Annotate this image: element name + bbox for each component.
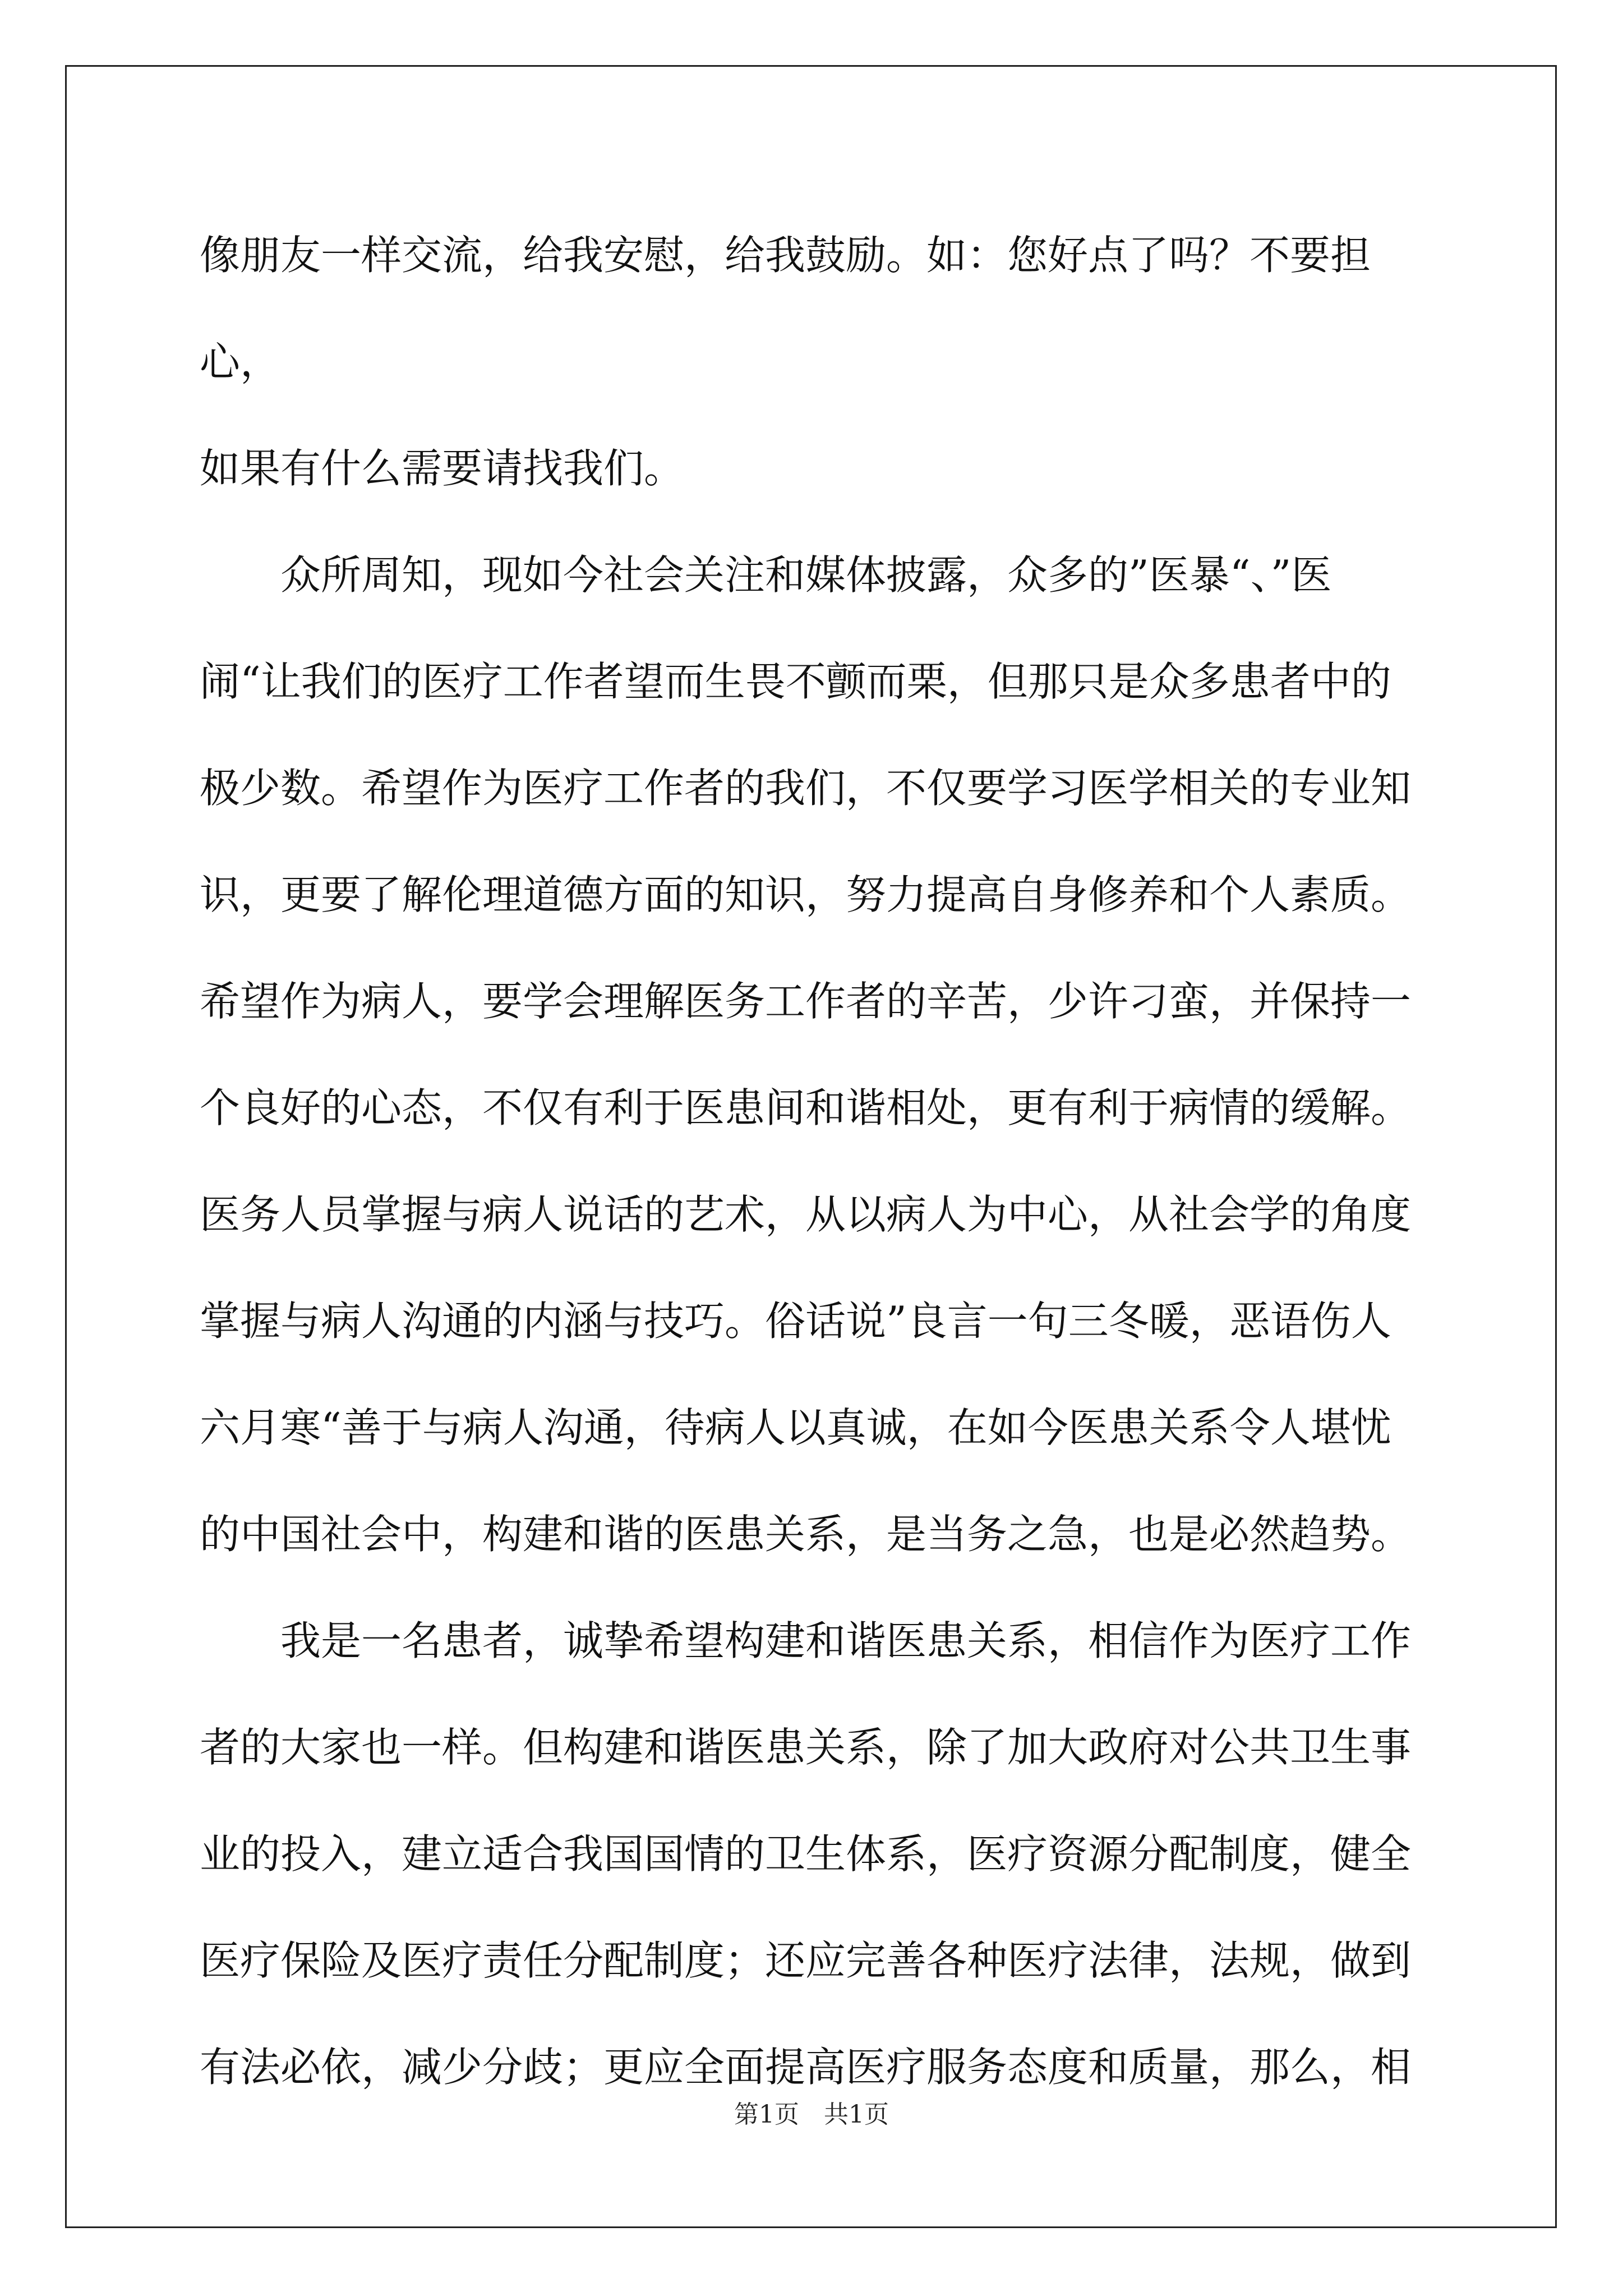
text-line: 极少数。希望作为医疗工作者的我们，不仅要学习医学相关的专业知 (200, 765, 1412, 812)
document-body (200, 202, 1433, 2120)
text-line: 如果有什么需要请找我们。 (200, 445, 685, 492)
paragraph-3 (200, 1588, 1433, 2120)
text-line: 有法必依，减少分歧；更应全面提高医疗服务态度和质量，那么，相 (200, 2044, 1412, 2091)
text-line: 医务人员掌握与病人说话的艺术，从以病人为中心，从社会学的角度 (200, 1191, 1412, 1238)
text-line: 者的大家也一样。但构建和谐医患关系，除了加大政府对公共卫生事 (200, 1724, 1412, 1771)
text-line: 医疗保险及医疗责任分配制度；还应完善各种医疗法律，法规，做到 (200, 1937, 1412, 1984)
text-line: 我是一名患者，诚挚希望构建和谐医患关系，相信作为医疗工作 (200, 1617, 1412, 1664)
paragraph-1 (200, 202, 1433, 522)
text-line: 识，更要了解伦理道德方面的知识，努力提高自身修养和个人素质。 (200, 871, 1412, 918)
text-line: 业的投入，建立适合我国国情的卫生体系，医疗资源分配制度，健全 (200, 1830, 1412, 1878)
text-line: 闹“让我们的医疗工作者望而生畏不颤而栗，但那只是众多患者中的 (200, 658, 1391, 705)
text-line: 众所周知，现如今社会关注和媒体披露，众多的”医暴“、”医 (200, 551, 1332, 599)
text-line: 掌握与病人沟通的内涵与技巧。俗话说”良言一句三冬暖，恶语伤人 (200, 1297, 1391, 1345)
text-line: 六月寒“善于与病人沟通，待病人以真诚，在如今医患关系令人堪忧 (200, 1404, 1391, 1451)
text-line: 像朋友一样交流，给我安慰，给我鼓励。如：您好点了吗？不要担心， (200, 232, 1371, 385)
paragraph-2 (200, 522, 1433, 1588)
page-number-label: 第1页 共1页 (734, 2100, 889, 2129)
page-footer (0, 2098, 1623, 2132)
text-line: 的中国社会中，构建和谐的医患关系，是当务之急，也是必然趋势。 (200, 1511, 1412, 1558)
text-line: 个良好的心态，不仅有利于医患间和谐相处，更有利于病情的缓解。 (200, 1084, 1412, 1131)
text-line: 希望作为病人，要学会理解医务工作者的辛苦，少许刁蛮，并保持一 (200, 978, 1412, 1025)
